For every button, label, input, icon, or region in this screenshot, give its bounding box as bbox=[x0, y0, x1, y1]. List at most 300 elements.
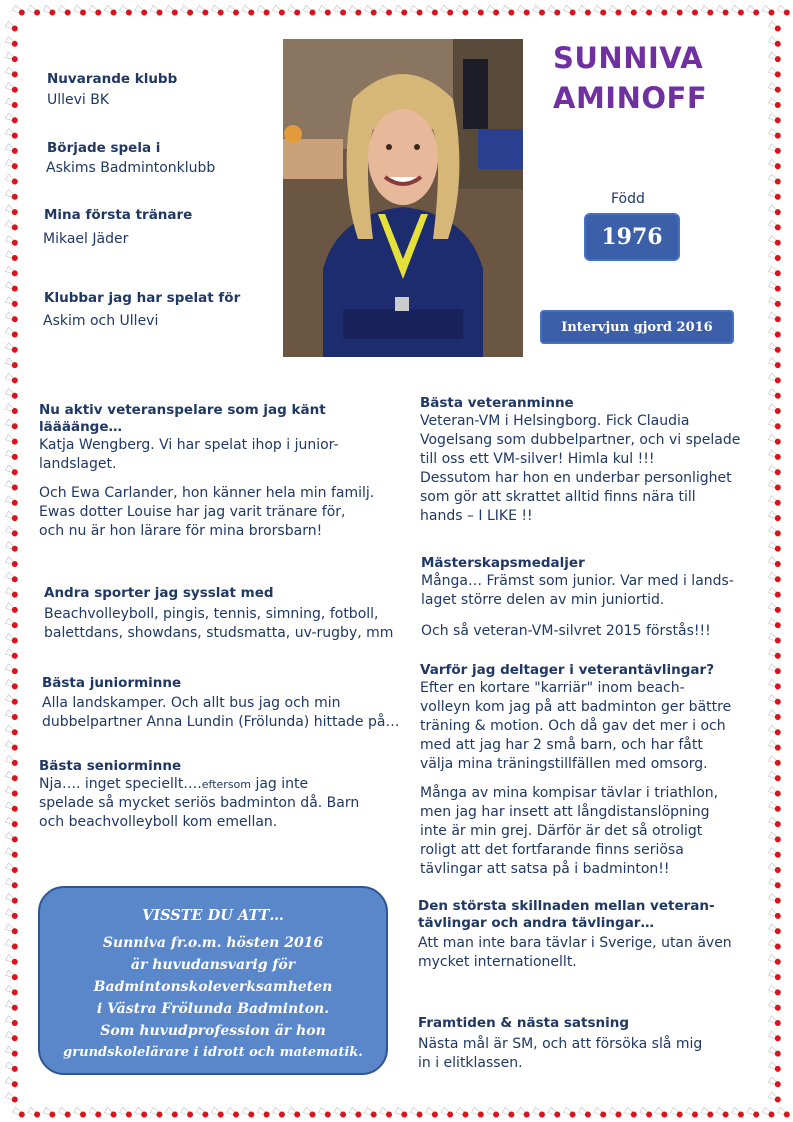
shuttlecock-icon bbox=[609, 5, 622, 16]
shuttlecock-icon bbox=[135, 5, 148, 16]
shuttlecock-icon bbox=[579, 1107, 592, 1118]
veteran-known-text: och nu är hon lärare för mina brorsbarn! bbox=[39, 523, 323, 539]
junior-memory-text: Alla landskamper. Och allt bus jag och min bbox=[42, 695, 341, 711]
shuttlecock-icon bbox=[769, 985, 782, 996]
shuttlecock-icon bbox=[13, 5, 26, 16]
shuttlecock-icon bbox=[769, 435, 782, 446]
shuttlecock-icon bbox=[769, 817, 782, 828]
difference-heading-1: Den största skillnaden mellan veteran- bbox=[418, 898, 715, 914]
shuttlecock-icon bbox=[211, 5, 224, 16]
shuttlecock-icon bbox=[670, 1107, 683, 1118]
shuttlecock-icon bbox=[135, 1107, 148, 1118]
veteran-known-heading-1: Nu aktiv veteranspelare som jag känt bbox=[39, 402, 326, 418]
why-text: tävlingar att satsa på i badminton!! bbox=[420, 861, 670, 877]
shuttlecock-icon bbox=[6, 1047, 19, 1058]
shuttlecock-icon bbox=[548, 1107, 561, 1118]
person-name bbox=[553, 38, 707, 118]
portrait-photo bbox=[283, 39, 523, 357]
shuttlecock-icon bbox=[89, 5, 102, 16]
shuttlecock-icon bbox=[426, 1107, 439, 1118]
shuttlecock-icon bbox=[563, 5, 576, 16]
veteran-known-heading-2: läääänge… bbox=[39, 419, 122, 435]
shuttlecock-icon bbox=[594, 5, 607, 16]
senior-memory-section bbox=[39, 758, 359, 832]
shuttlecock-icon bbox=[288, 5, 301, 16]
other-sports-text: Beachvolleyboll, pingis, tennis, simning, fotboll, bbox=[44, 606, 379, 622]
shuttlecock-icon bbox=[6, 113, 19, 124]
shuttlecock-icon bbox=[472, 5, 485, 16]
shuttlecock-icon bbox=[380, 1107, 393, 1118]
future-heading: Framtiden & nästa satsning bbox=[418, 1015, 630, 1031]
shuttlecock-icon bbox=[769, 710, 782, 721]
shuttlecock-icon bbox=[6, 786, 19, 797]
shuttlecock-icon bbox=[533, 1107, 546, 1118]
shuttlecock-icon bbox=[769, 526, 782, 537]
shuttlecock-icon bbox=[769, 756, 782, 767]
shuttlecock-icon bbox=[426, 5, 439, 16]
shuttlecock-icon bbox=[6, 985, 19, 996]
shuttlecock-icon bbox=[769, 389, 782, 400]
junior-memory-section bbox=[42, 675, 399, 732]
shuttlecock-icon bbox=[6, 557, 19, 568]
shuttlecock-icon bbox=[395, 5, 408, 16]
veteran-memory-heading: Bästa veteranminne bbox=[420, 395, 574, 411]
shuttlecock-icon bbox=[769, 1092, 782, 1103]
shuttlecock-icon bbox=[769, 741, 782, 752]
medals-text: Många… Främst som junior. Var med i lands- bbox=[421, 573, 734, 589]
why-text: Efter en kortare "karriär" inom beach- bbox=[420, 680, 685, 696]
shuttlecock-icon bbox=[410, 5, 423, 16]
veteran-memory-text: till oss ett VM-silver! Himla kul !!! bbox=[420, 451, 655, 467]
shuttlecock-icon bbox=[6, 312, 19, 323]
why-text: roligt att det fortfarande finns seriösa bbox=[420, 842, 684, 858]
shuttlecock-icon bbox=[769, 878, 782, 889]
veteran-memory-section bbox=[420, 395, 740, 526]
shuttlecock-icon bbox=[769, 939, 782, 950]
shuttlecock-icon bbox=[609, 1107, 622, 1118]
shuttlecock-icon bbox=[769, 1016, 782, 1027]
shuttlecock-icon bbox=[6, 909, 19, 920]
shuttlecock-icon bbox=[769, 1047, 782, 1058]
shuttlecock-icon bbox=[579, 5, 592, 16]
shuttlecock-icon bbox=[670, 5, 683, 16]
shuttlecock-icon bbox=[769, 129, 782, 140]
shuttlecock-icon bbox=[257, 5, 270, 16]
shuttlecock-icon bbox=[120, 5, 133, 16]
shuttlecock-icon bbox=[6, 144, 19, 155]
shuttlecock-icon bbox=[6, 603, 19, 614]
veteran-known-section bbox=[39, 402, 374, 541]
shuttlecock-icon bbox=[769, 297, 782, 308]
shuttlecock-icon bbox=[6, 710, 19, 721]
shuttlecock-icon bbox=[441, 5, 454, 16]
shuttlecock-icon bbox=[6, 343, 19, 354]
shuttlecock-icon bbox=[6, 572, 19, 583]
shuttlecock-icon bbox=[769, 909, 782, 920]
why-text: träning & motion. Och då gav det mer i och bbox=[420, 718, 726, 734]
medals-heading: Mästerskapsmedaljer bbox=[421, 555, 585, 571]
shuttlecock-icon bbox=[769, 1031, 782, 1042]
shuttlecock-icon bbox=[769, 144, 782, 155]
shuttlecock-icon bbox=[6, 404, 19, 415]
shuttlecock-icon bbox=[6, 924, 19, 935]
shuttlecock-icon bbox=[769, 266, 782, 277]
shuttlecock-icon bbox=[769, 113, 782, 124]
shuttlecock-icon bbox=[349, 1107, 362, 1118]
border-top bbox=[13, 5, 791, 16]
veteran-memory-text: Vogelsang som dubbelpartner, och vi spelade bbox=[420, 432, 741, 448]
shuttlecock-icon bbox=[319, 5, 332, 16]
shuttlecock-icon bbox=[517, 1107, 530, 1118]
junior-memory-text: dubbelpartner Anna Lundin (Frölunda) hittade på… bbox=[42, 714, 400, 730]
shuttlecock-icon bbox=[242, 5, 255, 16]
shuttlecock-icon bbox=[769, 465, 782, 476]
club-heading: Nuvarande klubb bbox=[47, 71, 178, 87]
border-left bbox=[6, 21, 19, 1103]
shuttlecock-icon bbox=[769, 771, 782, 782]
senior-memory-text: och beachvolleyboll kom emellan. bbox=[39, 814, 278, 830]
shuttlecock-icon bbox=[769, 358, 782, 369]
shuttlecock-icon bbox=[181, 1107, 194, 1118]
shuttlecock-icon bbox=[686, 1107, 699, 1118]
shuttlecock-icon bbox=[769, 496, 782, 507]
medals-text: laget större delen av min juniortid. bbox=[421, 592, 665, 608]
shuttlecock-icon bbox=[6, 511, 19, 522]
shuttlecock-icon bbox=[6, 1077, 19, 1088]
did-you-know-line: i Västra Frölunda Badminton. bbox=[96, 1001, 330, 1017]
shuttlecock-icon bbox=[769, 251, 782, 262]
shuttlecock-icon bbox=[6, 618, 19, 629]
shuttlecock-icon bbox=[769, 695, 782, 706]
shuttlecock-icon bbox=[181, 5, 194, 16]
shuttlecock-icon bbox=[769, 970, 782, 981]
shuttlecock-icon bbox=[334, 5, 347, 16]
shuttlecock-icon bbox=[6, 542, 19, 553]
veteran-memory-text: som gör att skrattet alltid finns nära till bbox=[420, 489, 696, 505]
shuttlecock-icon bbox=[769, 542, 782, 553]
shuttlecock-icon bbox=[104, 1107, 117, 1118]
shuttlecock-icon bbox=[769, 236, 782, 247]
shuttlecock-icon bbox=[6, 664, 19, 675]
shuttlecock-icon bbox=[716, 1107, 729, 1118]
shuttlecock-icon bbox=[6, 649, 19, 660]
shuttlecock-icon bbox=[769, 832, 782, 843]
shuttlecock-icon bbox=[441, 1107, 454, 1118]
shuttlecock-icon bbox=[769, 1001, 782, 1012]
senior-memory-text: spelade så mycket seriös badminton då. Barn bbox=[39, 795, 360, 811]
shuttlecock-icon bbox=[6, 863, 19, 874]
shuttlecock-icon bbox=[43, 1107, 56, 1118]
shuttlecock-icon bbox=[769, 786, 782, 797]
coaches-heading: Mina första tränare bbox=[44, 207, 193, 223]
shuttlecock-icon bbox=[6, 159, 19, 170]
shuttlecock-icon bbox=[6, 832, 19, 843]
did-you-know-line: Sunniva fr.o.m. hösten 2016 bbox=[102, 935, 324, 951]
shuttlecock-icon bbox=[6, 98, 19, 109]
other-sports-section bbox=[44, 585, 393, 643]
birth-year-badge: 1976 bbox=[584, 213, 680, 261]
shuttlecock-icon bbox=[762, 1107, 775, 1118]
difference-text: mycket internationellt. bbox=[418, 954, 577, 970]
shuttlecock-icon bbox=[89, 1107, 102, 1118]
shuttlecock-icon bbox=[769, 894, 782, 905]
shuttlecock-icon bbox=[6, 588, 19, 599]
medals-section bbox=[421, 555, 734, 641]
shuttlecock-icon bbox=[6, 1062, 19, 1073]
shuttlecock-icon bbox=[701, 1107, 714, 1118]
shuttlecock-icon bbox=[778, 5, 791, 16]
shuttlecock-icon bbox=[410, 1107, 423, 1118]
shuttlecock-icon bbox=[625, 1107, 638, 1118]
difference-section bbox=[418, 898, 732, 972]
shuttlecock-icon bbox=[769, 649, 782, 660]
shuttlecock-icon bbox=[732, 5, 745, 16]
shuttlecock-icon bbox=[769, 312, 782, 323]
veteran-known-text: landslaget. bbox=[39, 456, 117, 472]
medals-text: Och så veteran-VM-silvret 2015 förstås!!! bbox=[421, 623, 711, 639]
shuttlecock-icon bbox=[6, 894, 19, 905]
shuttlecock-icon bbox=[533, 5, 546, 16]
shuttlecock-icon bbox=[769, 511, 782, 522]
shuttlecock-icon bbox=[769, 67, 782, 78]
shuttlecock-icon bbox=[288, 1107, 301, 1118]
shuttlecock-icon bbox=[6, 465, 19, 476]
shuttlecock-icon bbox=[456, 1107, 469, 1118]
clubs-value: Askim och Ullevi bbox=[43, 313, 159, 329]
why-text: med att jag har 2 små barn, och har fått bbox=[420, 737, 703, 753]
shuttlecock-icon bbox=[769, 174, 782, 185]
shuttlecock-icon bbox=[6, 297, 19, 308]
first-name: SUNNIVA bbox=[553, 41, 704, 75]
shuttlecock-icon bbox=[6, 802, 19, 813]
difference-heading-2: tävlingar och andra tävlingar… bbox=[418, 915, 654, 931]
shuttlecock-icon bbox=[6, 251, 19, 262]
shuttlecock-icon bbox=[769, 373, 782, 384]
started-value: Askims Badmintonklubb bbox=[46, 160, 216, 176]
shuttlecock-icon bbox=[769, 83, 782, 94]
started-heading: Började spela i bbox=[47, 140, 161, 156]
shuttlecock-icon bbox=[349, 5, 362, 16]
shuttlecock-icon bbox=[150, 5, 163, 16]
difference-text: Att man inte bara tävlar i Sverige, utan även bbox=[418, 935, 732, 951]
did-you-know-line: är huvudansvarig för bbox=[130, 957, 296, 973]
shuttlecock-icon bbox=[6, 205, 19, 216]
why-text: Många av mina kompisar tävlar i triathlon, bbox=[420, 785, 719, 801]
shuttlecock-icon bbox=[6, 725, 19, 736]
other-sports-heading: Andra sporter jag sysslat med bbox=[44, 585, 274, 601]
shuttlecock-icon bbox=[6, 358, 19, 369]
senior-memory-text-c: jag inte bbox=[251, 776, 309, 792]
shuttlecock-icon bbox=[6, 67, 19, 78]
shuttlecock-icon bbox=[769, 450, 782, 461]
border-bottom bbox=[13, 1107, 791, 1118]
shuttlecock-icon bbox=[747, 1107, 760, 1118]
shuttlecock-icon bbox=[58, 1107, 71, 1118]
shuttlecock-icon bbox=[456, 5, 469, 16]
shuttlecock-icon bbox=[13, 1107, 26, 1118]
shuttlecock-icon bbox=[769, 419, 782, 430]
shuttlecock-icon bbox=[6, 970, 19, 981]
shuttlecock-icon bbox=[6, 419, 19, 430]
shuttlecock-icon bbox=[732, 1107, 745, 1118]
shuttlecock-icon bbox=[716, 5, 729, 16]
shuttlecock-icon bbox=[166, 5, 179, 16]
did-you-know-title: VISSTE DU ATT… bbox=[142, 907, 284, 924]
future-text: Nästa mål är SM, och att försöka slå mig bbox=[418, 1036, 703, 1052]
shuttlecock-icon bbox=[380, 5, 393, 16]
senior-memory-text bbox=[39, 775, 359, 794]
shuttlecock-icon bbox=[6, 526, 19, 537]
shuttlecock-icon bbox=[769, 98, 782, 109]
shuttlecock-icon bbox=[769, 343, 782, 354]
shuttlecock-icon bbox=[6, 771, 19, 782]
shuttlecock-icon bbox=[166, 1107, 179, 1118]
shuttlecock-icon bbox=[594, 1107, 607, 1118]
shuttlecock-icon bbox=[58, 5, 71, 16]
shuttlecock-icon bbox=[487, 1107, 500, 1118]
shuttlecock-icon bbox=[769, 557, 782, 568]
shuttlecock-icon bbox=[517, 5, 530, 16]
shuttlecock-icon bbox=[548, 5, 561, 16]
shuttlecock-icon bbox=[769, 282, 782, 293]
shuttlecock-icon bbox=[769, 1062, 782, 1073]
shuttlecock-icon bbox=[6, 817, 19, 828]
shuttlecock-icon bbox=[303, 1107, 316, 1118]
shuttlecock-icon bbox=[762, 5, 775, 16]
shuttlecock-icon bbox=[640, 1107, 653, 1118]
shuttlecock-icon bbox=[196, 5, 209, 16]
shuttlecock-icon bbox=[769, 159, 782, 170]
shuttlecock-icon bbox=[769, 633, 782, 644]
shuttlecock-icon bbox=[6, 282, 19, 293]
shuttlecock-icon bbox=[6, 373, 19, 384]
shuttlecock-icon bbox=[769, 664, 782, 675]
did-you-know-text bbox=[40, 932, 386, 1064]
why-text: välja mina träningstillfällen med omsorg. bbox=[420, 756, 708, 772]
shuttlecock-icon bbox=[6, 496, 19, 507]
shuttlecock-icon bbox=[6, 83, 19, 94]
why-heading: Varför jag deltager i veterantävlingar? bbox=[420, 662, 715, 678]
shuttlecock-icon bbox=[227, 1107, 240, 1118]
shuttlecock-icon bbox=[6, 939, 19, 950]
veteran-memory-text: Dessutom har hon en underbar personlighet bbox=[420, 470, 732, 486]
veteran-known-text: Katja Wengberg. Vi har spelat ihop i junior- bbox=[39, 437, 339, 453]
shuttlecock-icon bbox=[196, 1107, 209, 1118]
veteran-known-text: Ewas dotter Louise har jag varit tränare för, bbox=[39, 504, 346, 520]
shuttlecock-icon bbox=[6, 52, 19, 63]
shuttlecock-icon bbox=[120, 1107, 133, 1118]
shuttlecock-icon bbox=[655, 1107, 668, 1118]
shuttlecock-icon bbox=[6, 389, 19, 400]
shuttlecock-icon bbox=[6, 174, 19, 185]
shuttlecock-icon bbox=[6, 679, 19, 690]
clubs-heading: Klubbar jag har spelat för bbox=[44, 290, 241, 306]
shuttlecock-icon bbox=[625, 5, 638, 16]
shuttlecock-icon bbox=[769, 190, 782, 201]
shuttlecock-icon bbox=[778, 1107, 791, 1118]
shuttlecock-icon bbox=[395, 1107, 408, 1118]
shuttlecock-icon bbox=[769, 480, 782, 491]
shuttlecock-icon bbox=[6, 1001, 19, 1012]
shuttlecock-icon bbox=[6, 236, 19, 247]
coaches-value: Mikael Jäder bbox=[43, 231, 129, 247]
shuttlecock-icon bbox=[769, 955, 782, 966]
born-label: Född bbox=[611, 191, 645, 207]
shuttlecock-icon bbox=[364, 1107, 377, 1118]
senior-memory-text-a: Nja…. inget speciellt…. bbox=[39, 776, 202, 792]
shuttlecock-icon bbox=[769, 802, 782, 813]
shuttlecock-icon bbox=[686, 5, 699, 16]
veteran-memory-text: Veteran-VM i Helsingborg. Fick Claudia bbox=[420, 413, 690, 429]
shuttlecock-icon bbox=[640, 5, 653, 16]
senior-memory-text-b: eftersom bbox=[201, 778, 251, 791]
shuttlecock-icon bbox=[6, 37, 19, 48]
shuttlecock-icon bbox=[303, 5, 316, 16]
shuttlecock-icon bbox=[6, 220, 19, 231]
shuttlecock-icon bbox=[273, 1107, 286, 1118]
other-sports-text: balettdans, showdans, studsmatta, uv-rugby, mm bbox=[44, 625, 394, 641]
interview-year-badge: Intervjun gjord 2016 bbox=[540, 310, 734, 344]
shuttlecock-icon bbox=[502, 5, 515, 16]
shuttlecock-icon bbox=[242, 1107, 255, 1118]
shuttlecock-icon bbox=[6, 129, 19, 140]
shuttlecock-icon bbox=[769, 37, 782, 48]
why-text: volleyn kom jag på att badminton ger bättre bbox=[420, 699, 732, 715]
shuttlecock-icon bbox=[6, 480, 19, 491]
shuttlecock-icon bbox=[6, 190, 19, 201]
shuttlecock-icon bbox=[43, 5, 56, 16]
shuttlecock-icon bbox=[6, 450, 19, 461]
junior-memory-heading: Bästa juniorminne bbox=[42, 675, 182, 691]
shuttlecock-icon bbox=[334, 1107, 347, 1118]
shuttlecock-icon bbox=[487, 5, 500, 16]
shuttlecock-icon bbox=[6, 633, 19, 644]
shuttlecock-icon bbox=[6, 756, 19, 767]
shuttlecock-icon bbox=[6, 21, 19, 32]
shuttlecock-icon bbox=[227, 5, 240, 16]
shuttlecock-icon bbox=[211, 1107, 224, 1118]
shuttlecock-icon bbox=[6, 266, 19, 277]
shuttlecock-icon bbox=[769, 52, 782, 63]
club-value: Ullevi BK bbox=[47, 92, 110, 108]
shuttlecock-icon bbox=[769, 572, 782, 583]
shuttlecock-icon bbox=[769, 863, 782, 874]
shuttlecock-icon bbox=[472, 1107, 485, 1118]
did-you-know-line: Badmintonskoleverksamheten bbox=[93, 979, 333, 995]
shuttlecock-icon bbox=[769, 404, 782, 415]
shuttlecock-icon bbox=[6, 435, 19, 446]
shuttlecock-icon bbox=[6, 1016, 19, 1027]
shuttlecock-icon bbox=[655, 5, 668, 16]
shuttlecock-icon bbox=[150, 1107, 163, 1118]
future-text: in i elitklassen. bbox=[418, 1055, 523, 1071]
shuttlecock-icon bbox=[6, 848, 19, 859]
shuttlecock-icon bbox=[563, 1107, 576, 1118]
shuttlecock-icon bbox=[6, 741, 19, 752]
shuttlecock-icon bbox=[6, 695, 19, 706]
shuttlecock-icon bbox=[74, 5, 87, 16]
shuttlecock-icon bbox=[257, 1107, 270, 1118]
senior-memory-heading: Bästa seniorminne bbox=[39, 758, 182, 774]
shuttlecock-icon bbox=[769, 327, 782, 338]
shuttlecock-icon bbox=[769, 725, 782, 736]
shuttlecock-icon bbox=[6, 955, 19, 966]
shuttlecock-icon bbox=[273, 5, 286, 16]
did-you-know-line: grundskolelärare i idrott och matematik. bbox=[63, 1045, 363, 1060]
did-you-know-box bbox=[38, 886, 388, 1075]
shuttlecock-icon bbox=[6, 1031, 19, 1042]
shuttlecock-icon bbox=[28, 5, 41, 16]
